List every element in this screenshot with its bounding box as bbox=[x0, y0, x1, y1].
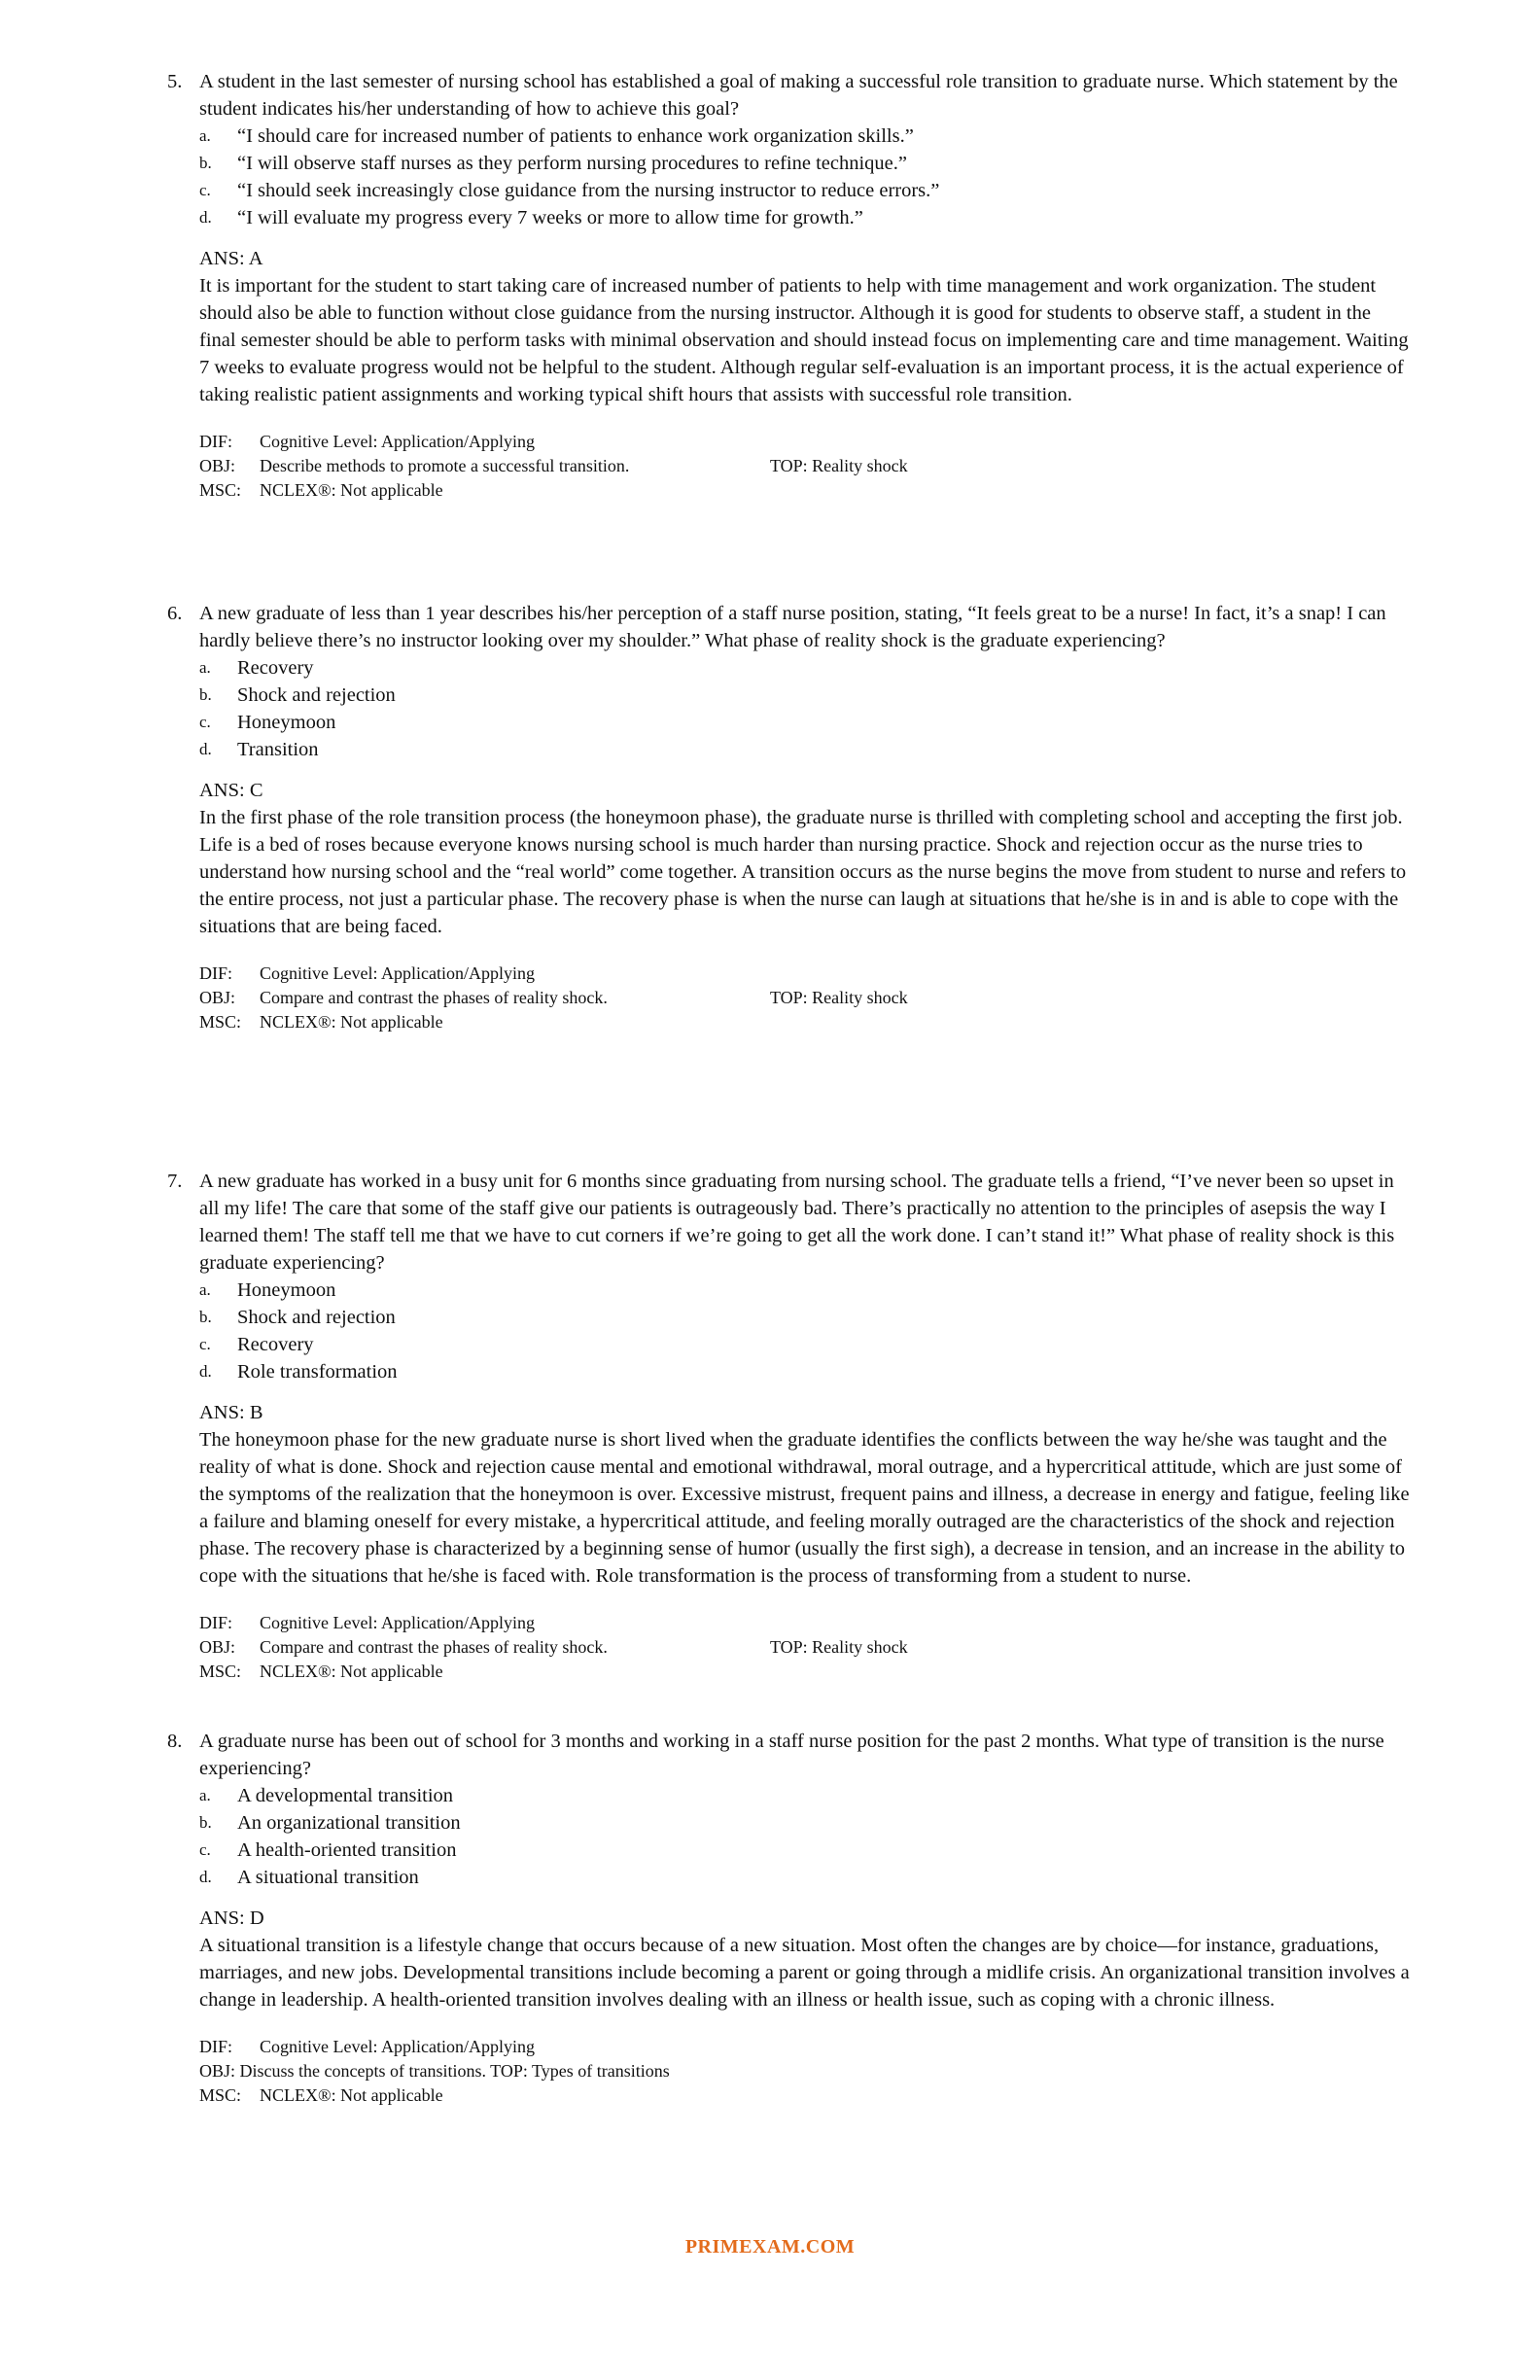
option-b bbox=[199, 150, 958, 177]
question-metadata bbox=[199, 1611, 1412, 1684]
question-stem: A student in the last semester of nursing school has established a goal of making a successful role transition to graduate nurse. Which statement by the student indicates his/her understanding of how to achieve this goal? bbox=[199, 71, 1398, 120]
option-a bbox=[199, 1782, 1412, 1809]
question-number: 5. bbox=[167, 71, 183, 92]
rationale: It is important for the student to start taking care of increased number of patients to help with time management and work organization. The student should also be able to function without close guidance from the nursing instructor. Although it is good for students to observe staff, a student in the final semester should be able to perform tasks with minimal observation and should instead focus on implementing care and time management. Waiting 7 weeks to evaluate progress would not be helpful to the student. Although regular self-evaluation is an important process, it is the actual experience of taking realistic patient assignments and working typical shift hours that assists with successful role transition. bbox=[199, 275, 1409, 405]
option-b bbox=[199, 1809, 1412, 1837]
meta-topic: TOP: Reality shock bbox=[770, 988, 908, 1007]
option-letter: a. bbox=[199, 1786, 211, 1804]
option-d bbox=[199, 1864, 1412, 1891]
question-body bbox=[199, 600, 1412, 1034]
meta-msc bbox=[199, 1660, 1412, 1684]
meta-value: NCLEX®: Not applicable bbox=[260, 480, 443, 500]
question-stem: A new graduate of less than 1 year describes his/her perception of a staff nurse position, stating, “It feels great to be a nurse! In fact, it’s a snap! I can hardly believe there’s no instructor looking over my shoulder.” What phase of reality shock is the graduate experiencing? bbox=[199, 603, 1386, 651]
option-letter: b. bbox=[199, 685, 212, 704]
meta-dif bbox=[199, 962, 1412, 986]
meta-key: OBJ: bbox=[199, 988, 236, 1007]
meta-msc bbox=[199, 2083, 1412, 2108]
option-text: An organizational transition bbox=[237, 1812, 461, 1834]
option-letter: b. bbox=[199, 1813, 212, 1832]
option-letter: c. bbox=[199, 181, 211, 199]
option-letter: a. bbox=[199, 1280, 211, 1299]
answer-label: ANS: B bbox=[199, 1402, 263, 1423]
question-7 bbox=[167, 1168, 1412, 1728]
option-a bbox=[199, 122, 958, 150]
option-d bbox=[199, 736, 1412, 763]
meta-msc bbox=[199, 1010, 1412, 1034]
meta-obj bbox=[199, 986, 1412, 1010]
meta-msc bbox=[199, 478, 1412, 503]
option-c bbox=[199, 177, 958, 204]
option-text: Recovery bbox=[237, 657, 314, 679]
meta-dif bbox=[199, 430, 1412, 454]
option-letter: d. bbox=[199, 208, 212, 227]
meta-value: NCLEX®: Not applicable bbox=[260, 1662, 443, 1681]
meta-obj bbox=[199, 1635, 1412, 1660]
meta-key: MSC: bbox=[199, 1662, 242, 1681]
watermark-text: PRIMEXAM.COM bbox=[684, 2236, 856, 2258]
option-b bbox=[199, 682, 1412, 709]
option-letter: a. bbox=[199, 126, 211, 145]
answer-label: ANS: D bbox=[199, 1908, 264, 1929]
option-text: Recovery bbox=[237, 1334, 314, 1355]
rationale: In the first phase of the role transition process (the honeymoon phase), the graduate nurse is thrilled with completing school and accepting the first job. Life is a bed of roses because everyone knows nursing school is much harder than nursing practice. Shock and rejection occur as the nurse tries to understand how nursing school and the “real world” come together. A transition occurs as the nurse begins the move from student to nurse and refers to the entire process, not just a particular phase. The recovery phase is when the nurse can laugh at situations that he/she is in and is able to cope with the situations that are being faced. bbox=[199, 807, 1407, 937]
answer-label: ANS: C bbox=[199, 780, 263, 801]
option-letter: a. bbox=[199, 658, 211, 677]
meta-key: MSC: bbox=[199, 2085, 242, 2105]
question-body bbox=[199, 1728, 1412, 2108]
option-text: Honeymoon bbox=[237, 1279, 336, 1301]
option-c bbox=[199, 1331, 1412, 1358]
answer-options bbox=[199, 654, 1412, 763]
option-text: Shock and rejection bbox=[237, 1307, 396, 1328]
meta-key: DIF: bbox=[199, 963, 233, 983]
option-letter: d. bbox=[199, 1868, 212, 1886]
meta-topic: TOP: Reality shock bbox=[770, 456, 908, 475]
option-b bbox=[199, 1304, 1412, 1331]
option-letter: c. bbox=[199, 1840, 211, 1859]
meta-obj: OBJ: Discuss the concepts of transitions. TOP: Types of transitions bbox=[199, 2061, 670, 2081]
meta-value: Compare and contrast the phases of reality shock. bbox=[260, 1637, 608, 1657]
question-number: 8. bbox=[167, 1731, 183, 1752]
meta-key: OBJ: bbox=[199, 456, 236, 475]
option-text: Role transformation bbox=[237, 1361, 398, 1382]
answer-options bbox=[199, 1782, 1412, 1891]
meta-key: DIF: bbox=[199, 2037, 233, 2056]
meta-value: NCLEX®: Not applicable bbox=[260, 2085, 443, 2105]
meta-dif bbox=[199, 2035, 1412, 2059]
question-8 bbox=[167, 1728, 1412, 2108]
question-metadata bbox=[199, 2035, 1412, 2108]
answer-options bbox=[199, 1277, 1412, 1385]
option-d bbox=[199, 1358, 1412, 1385]
option-a bbox=[199, 1277, 1412, 1304]
question-number: 7. bbox=[167, 1171, 183, 1192]
meta-key: OBJ: bbox=[199, 1637, 236, 1657]
question-number: 6. bbox=[167, 603, 183, 624]
rationale: A situational transition is a lifestyle change that occurs because of a new situation. Most often the changes are by choice—for instance, graduations, marriages, and new jobs. Developmental transitions include becoming a parent or going through a midlife crisis. An organizational transition involves a change in leadership. A health-oriented transition involves dealing with an illness or health issue, such as coping with a chronic illness. bbox=[199, 1935, 1410, 2011]
meta-key: MSC: bbox=[199, 480, 242, 500]
option-text: Honeymoon bbox=[237, 712, 336, 733]
meta-key: MSC: bbox=[199, 1012, 242, 1032]
option-letter: d. bbox=[199, 1362, 212, 1381]
meta-dif bbox=[199, 1611, 1412, 1635]
meta-value: NCLEX®: Not applicable bbox=[260, 1012, 443, 1032]
meta-key: DIF: bbox=[199, 432, 233, 451]
answer-options bbox=[199, 122, 958, 231]
meta-obj bbox=[199, 454, 1412, 478]
question-stem: A graduate nurse has been out of school for 3 months and working in a staff nurse position for the past 2 months. What type of transition is the nurse experiencing? bbox=[199, 1731, 1384, 1779]
option-c bbox=[199, 1837, 1412, 1864]
meta-value: Compare and contrast the phases of reality shock. bbox=[260, 988, 608, 1007]
option-letter: b. bbox=[199, 154, 212, 172]
option-letter: b. bbox=[199, 1308, 212, 1326]
rationale: The honeymoon phase for the new graduate nurse is short lived when the graduate identifies the conflicts between the way he/she was taught and the reality of what is done. Shock and rejection cause mental and emotional withdrawal, moral outrage, and a hypercritical attitude, which are just some of the symptoms of the realization that the honeymoon is over. Excessive mistrust, frequent pains and illness, a decrease in energy and fatigue, feeling like a failure and blaming oneself for every mistake, a hypercritical attitude, and feeling morally outraged are the characteristics of the shock and rejection phase. The recovery phase is characterized by a beginning sense of humor (usually the first sigh), a decrease in tension, and an increase in the ability to cope with the situations that he/she is faced with. Role transformation is the process of transforming from a student to nurse. bbox=[199, 1429, 1410, 1587]
option-letter: c. bbox=[199, 713, 211, 731]
option-text: A developmental transition bbox=[237, 1785, 454, 1806]
meta-key: DIF: bbox=[199, 1613, 233, 1632]
meta-value: Cognitive Level: Application/Applying bbox=[260, 2037, 535, 2056]
option-text: “I will observe staff nurses as they perform nursing procedures to refine technique.” bbox=[237, 153, 907, 174]
question-metadata bbox=[199, 962, 1412, 1034]
answer-label: ANS: A bbox=[199, 248, 263, 269]
question-body bbox=[199, 1168, 1412, 1684]
option-text: Transition bbox=[237, 739, 319, 760]
question-stem: A new graduate has worked in a busy unit for 6 months since graduating from nursing school. The graduate tells a friend, “I’ve never been so upset in all my life! The care that some of the staff give our patients is outrageously bad. There’s practically no attention to the principles of asepsis the way I learned them! The staff tell me that we have to cut corners if we’re going to get all the work done. I can’t stand it!” What phase of reality shock is this graduate experiencing? bbox=[199, 1171, 1395, 1274]
meta-value: Cognitive Level: Application/Applying bbox=[260, 1613, 535, 1632]
option-text: A health-oriented transition bbox=[237, 1839, 457, 1861]
option-text: “I should care for increased number of patients to enhance work organization skills.” bbox=[237, 125, 914, 147]
meta-value: Describe methods to promote a successful transition. bbox=[260, 456, 630, 475]
option-d bbox=[199, 204, 958, 231]
question-metadata bbox=[199, 430, 1412, 503]
question-list bbox=[167, 68, 1412, 2108]
option-text: A situational transition bbox=[237, 1867, 419, 1888]
option-letter: d. bbox=[199, 740, 212, 758]
option-letter: c. bbox=[199, 1335, 211, 1353]
option-c bbox=[199, 709, 1412, 736]
option-text: “I should seek increasingly close guidance from the nursing instructor to reduce errors.” bbox=[237, 180, 940, 201]
question-body bbox=[199, 68, 1412, 503]
option-a bbox=[199, 654, 1412, 682]
meta-value: Cognitive Level: Application/Applying bbox=[260, 432, 535, 451]
option-text: “I will evaluate my progress every 7 weeks or more to allow time for growth.” bbox=[237, 207, 863, 228]
meta-topic: TOP: Reality shock bbox=[770, 1637, 908, 1657]
meta-value: Cognitive Level: Application/Applying bbox=[260, 963, 535, 983]
question-6 bbox=[167, 600, 1412, 1168]
option-text: Shock and rejection bbox=[237, 684, 396, 706]
question-5 bbox=[167, 68, 1412, 600]
